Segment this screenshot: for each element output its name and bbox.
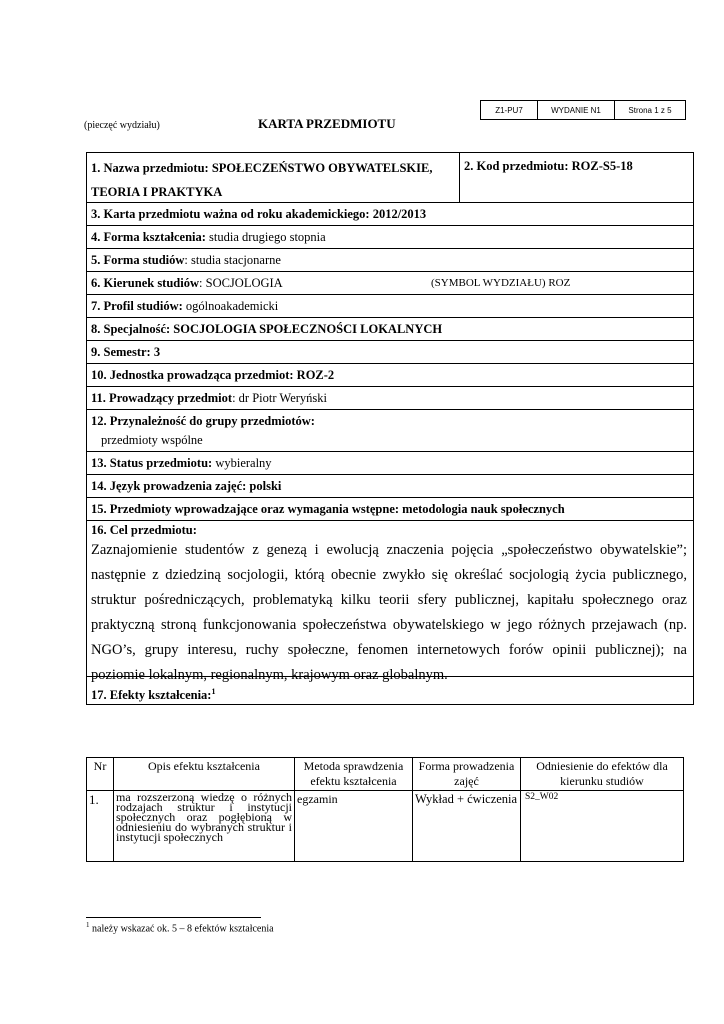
row-status <box>87 452 693 475</box>
outcome-description: ma rozszerzoną wiedzę o różnych rodzajach struktur i instytucji społecznych oraz pogłębioną w odniesieniu do wybranych struktur i instytucji społecznych <box>114 791 295 862</box>
row-language: 14. Język prowadzenia zajęć: polski <box>87 475 693 498</box>
outcomes-label: 17. Efekty kształcenia: <box>91 688 212 703</box>
learning-outcomes-table <box>86 757 684 862</box>
footnote-number: 1 <box>86 921 90 929</box>
status-label: 13. Status przedmiotu: <box>91 456 213 470</box>
profile-value: ogólnoakademicki <box>182 299 279 313</box>
row-name-code <box>87 153 693 203</box>
row-study-form <box>87 249 693 272</box>
doc-code: Z1-PU7 <box>481 101 538 120</box>
study-form-value: : studia stacjonarne <box>184 253 281 267</box>
row-prerequisites: 15. Przedmioty wprowadzające oraz wymagania wstępne: metodologia nauk społecznych <box>87 498 693 521</box>
outcome-method: egzamin <box>295 791 413 862</box>
footnote <box>86 921 274 934</box>
faculty-stamp: (pieczęć wydziału) <box>84 120 160 131</box>
group-value: przedmioty wspólne <box>101 433 203 447</box>
row-valid-from: 3. Karta przedmiotu ważna od roku akademickiego: 2012/2013 <box>87 203 693 226</box>
study-form-label: 5. Forma studiów <box>91 253 185 267</box>
header-reference: Odniesienie do efektów dla kierunku studiów <box>521 758 684 791</box>
row-group <box>87 410 693 452</box>
footnote-marker: 1 <box>211 687 216 696</box>
table-row <box>87 791 684 862</box>
header-form: Forma prowadzenia zajęć <box>413 758 521 791</box>
field-value: : SOCJOLOGIA <box>199 276 283 290</box>
faculty-symbol: (SYMBOL WYDZIAŁU) ROZ <box>431 277 571 289</box>
education-form-value: studia drugiego stopnia <box>205 230 326 244</box>
footnote-text: należy wskazać ok. 5 – 8 efektów kształcenia <box>89 923 274 935</box>
goal-label: 16. Cel przedmiotu: <box>91 523 197 537</box>
row-lecturer <box>87 387 693 410</box>
status-value: wybieralny <box>212 456 272 470</box>
goal-text: Zaznajomienie studentów z genezą i ewolucją znaczenia pojęcia „społeczeństwo obywatelskie”; następnie z dziedziną socjologii, którą obecnie zwykło się określać socjologią życia publicznego, struktur pośredniczących, problematyką kilku teorii sfery publicznej, kapitału społecznego oraz praktyczną stroną funkcjonowania społeczeństwa obywatelskiego w jego różnych przejawach (np. NGO’s, grupy interesu, ruchy społeczne, fenomen internetowych forów opinii publicznej); na poziomie lokalnym, regionalnym, krajowym oraz globalnym. <box>91 542 687 683</box>
outcome-nr: 1. <box>87 791 114 862</box>
outcomes-header-row <box>87 758 684 791</box>
course-name: 1. Nazwa przedmiotu: SPOŁECZEŃSTWO OBYWATELSKIE, TEORIA I PRAKTYKA <box>87 153 460 202</box>
row-profile <box>87 295 693 318</box>
row-field-of-study <box>87 272 693 295</box>
doc-page: Strona 1 z 5 <box>615 101 686 120</box>
header-nr: Nr <box>87 758 114 791</box>
row-unit: 10. Jednostka prowadząca przedmiot: ROZ-2 <box>87 364 693 387</box>
header-method: Metoda sprawdzenia efektu kształcenia <box>295 758 413 791</box>
lecturer-label: 11. Prowadzący przedmiot <box>91 391 233 405</box>
row-specialty: 8. Specjalność: SOCJOLOGIA SPOŁECZNOŚCI LOKALNYCH <box>87 318 693 341</box>
course-card-table <box>86 152 694 705</box>
profile-label: 7. Profil studiów: <box>91 299 183 313</box>
row-course-goal <box>87 521 693 683</box>
page-title: KARTA PRZEDMIOTU <box>258 116 396 131</box>
outcome-reference: S2_W02 <box>521 791 684 862</box>
education-form-label: 4. Forma kształcenia: <box>91 230 206 244</box>
document-header-table <box>480 100 686 120</box>
course-code: 2. Kod przedmiotu: ROZ-S5-18 <box>464 159 633 173</box>
lecturer-value: : dr Piotr Weryński <box>232 391 328 405</box>
field-label: 6. Kierunek studiów <box>91 276 200 290</box>
group-label: 12. Przynależność do grupy przedmiotów: <box>91 414 315 428</box>
row-semester: 9. Semestr: 3 <box>87 341 693 364</box>
row-education-form <box>87 226 693 249</box>
doc-edition: WYDANIE N1 <box>538 101 615 120</box>
outcome-form: Wykład + ćwiczenia <box>413 791 521 862</box>
footnote-divider <box>86 917 261 918</box>
header-description: Opis efektu kształcenia <box>114 758 295 791</box>
